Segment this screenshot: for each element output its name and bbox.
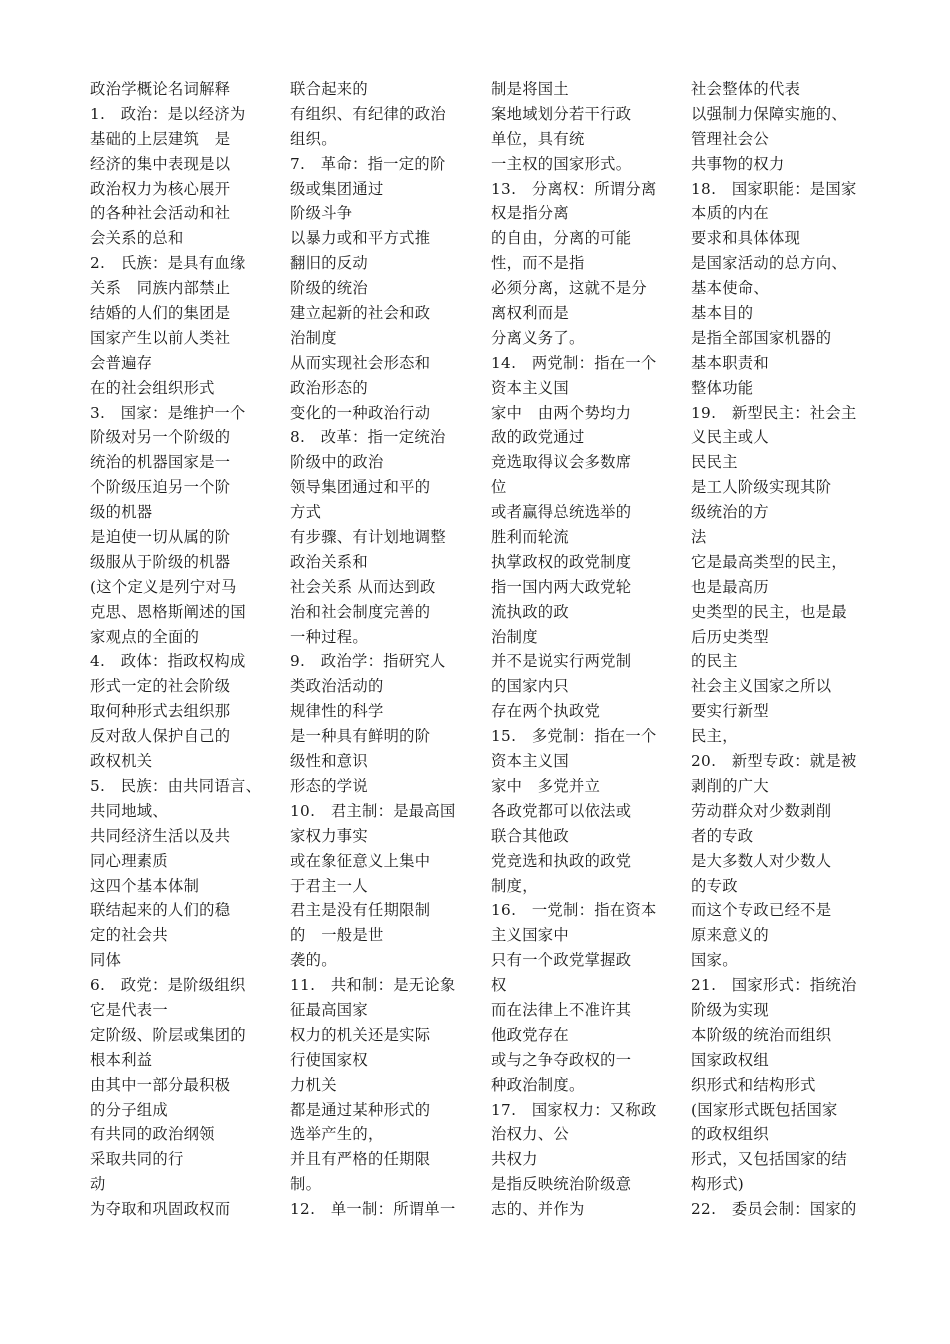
- text-line: 家中 多党并立: [491, 776, 601, 795]
- text-line: 它是代表一: [90, 1000, 168, 1019]
- text-line: 组织。: [290, 129, 337, 148]
- text-line: 阶级的统治: [290, 279, 368, 298]
- text-line: 会关系的总和: [90, 229, 184, 248]
- text-line: 是大多数人对少数人: [691, 851, 832, 870]
- text-line: 是迫使一切从属的阶: [90, 528, 231, 547]
- text-line: 他政党存在: [491, 1025, 569, 1044]
- text-line: 11. 共和制：是无论象: [290, 976, 456, 995]
- text-line: 构形式): [691, 1175, 745, 1194]
- text-line: 反对敌人保护自己的: [90, 727, 231, 746]
- text-line: 位: [491, 478, 507, 497]
- text-line: 要实行新型: [691, 702, 769, 721]
- text-line: 基本目的: [691, 304, 754, 323]
- text-line: 政治形态的: [290, 378, 368, 397]
- text-line: 阶级为实现: [691, 1000, 769, 1019]
- text-line: 或与之争夺政权的一: [491, 1050, 632, 1069]
- text-line: 采取共同的行: [90, 1150, 184, 1169]
- text-line: 由其中一部分最积极: [90, 1075, 231, 1094]
- text-line: 家权力事实: [290, 826, 368, 845]
- text-line: 整体功能: [691, 378, 754, 397]
- text-column-2: [290, 77, 468, 1222]
- text-line: 12. 单一制：所谓单一: [290, 1200, 456, 1219]
- text-line: 18. 国家职能：是国家: [691, 179, 857, 198]
- text-line: 君主是没有任期限制: [290, 901, 431, 920]
- text-line: 根本利益: [90, 1050, 153, 1069]
- text-line: 权: [491, 976, 507, 995]
- text-line: 有组织、有纪律的政治: [290, 104, 446, 123]
- text-line: 共权力: [491, 1150, 538, 1169]
- text-line: 也是最高历: [691, 577, 769, 596]
- text-line: 关系 同族内部禁止: [90, 279, 231, 298]
- text-line: 国家。: [691, 951, 738, 970]
- text-line: 20. 新型专政：就是被: [691, 752, 857, 771]
- text-line: 社会关系 从而达到政: [290, 577, 436, 596]
- text-line: 翻旧的反动: [290, 254, 368, 273]
- text-line: 的专政: [691, 876, 738, 895]
- text-line: 变化的一种政治行动: [290, 403, 431, 422]
- text-line: 治和社会制度完善的: [290, 602, 431, 621]
- text-line: 只有一个政党掌握政: [491, 951, 632, 970]
- text-line: 政治学概论名词解释: [90, 80, 231, 98]
- text-line: 动: [90, 1175, 106, 1194]
- text-line: 9. 政治学：指研究人: [290, 652, 446, 671]
- text-line: 是工人阶级实现其阶: [691, 478, 832, 497]
- text-line: 家中 由两个势均力: [491, 403, 632, 422]
- text-line: 而这个专政已经不是: [691, 901, 832, 920]
- text-line: 共事物的权力: [691, 154, 785, 173]
- text-line: 并且有严格的任期限: [290, 1150, 431, 1169]
- text-line: 法: [691, 528, 707, 547]
- text-line: 13. 分离权：所谓分离: [491, 179, 657, 198]
- text-line: 离权利而是: [491, 304, 569, 323]
- text-line: (这个定义是列宁对马: [90, 577, 237, 596]
- text-line: 经济的集中表现是以: [90, 154, 231, 173]
- text-line: 同体: [90, 951, 122, 970]
- text-line: 个阶级压迫另一个阶: [90, 478, 231, 497]
- text-line: 权力的机关还是实际: [290, 1025, 431, 1044]
- text-line: 联合起来的: [290, 80, 368, 98]
- text-line: 级统治的方: [691, 503, 769, 522]
- text-line: 的分子组成: [90, 1100, 168, 1119]
- text-line: 10. 君主制：是最高国: [290, 801, 456, 820]
- text-line: (国家形式既包括国家: [691, 1100, 838, 1119]
- text-line: 剥削的广大: [691, 776, 769, 795]
- text-line: 资本主义国: [491, 378, 569, 397]
- text-line: 21. 国家形式：指统治: [691, 976, 857, 995]
- text-line: 是指反映统治阶级意: [491, 1175, 632, 1194]
- text-line: 基本使命、: [691, 279, 769, 298]
- text-line: 的自由，分离的可能: [491, 229, 632, 248]
- text-line: 同心理素质: [90, 851, 168, 870]
- text-line: 义民主或人: [691, 428, 769, 447]
- text-line: 的国家内只: [491, 677, 569, 696]
- text-line: 规律性的科学: [290, 702, 384, 721]
- text-line: 的各种社会活动和社: [90, 204, 231, 223]
- text-line: 志的、并作为: [491, 1200, 585, 1219]
- text-line: 社会主义国家之所以: [691, 677, 832, 696]
- text-line: 14. 两党制：指在一个: [491, 353, 657, 372]
- text-line: 阶级斗争: [290, 204, 353, 223]
- text-line: 是国家活动的总方向、: [691, 254, 847, 273]
- text-line: 联合其他政: [491, 826, 569, 845]
- text-column-1: [90, 77, 268, 1222]
- text-line: 形式，又包括国家的结: [691, 1150, 847, 1169]
- text-line: 种政治制度。: [491, 1075, 585, 1094]
- text-line: 6. 政党：是阶级组织: [90, 976, 246, 995]
- text-line: 于君主一人: [290, 876, 368, 895]
- text-line: 类政治活动的: [290, 677, 384, 696]
- text-line: 2. 氏族：是具有血缘: [90, 254, 246, 273]
- text-line: 一种过程。: [290, 627, 368, 646]
- text-line: 行使国家权: [290, 1050, 368, 1069]
- text-line: 权是指分离: [491, 204, 569, 223]
- text-line: 的 一般是世: [290, 926, 384, 945]
- text-line: 治权力、公: [491, 1125, 569, 1144]
- text-line: 阶级对另一个阶级的: [90, 428, 231, 447]
- text-line: 案地域划分若干行政: [491, 104, 632, 123]
- text-line: 政治关系和: [290, 552, 368, 571]
- text-line: 者的专政: [691, 826, 754, 845]
- text-line: 在的社会组织形式: [90, 378, 215, 397]
- text-line: 领导集团通过和平的: [290, 478, 431, 497]
- text-line: 7. 革命：指一定的阶: [290, 154, 446, 173]
- text-line: 19. 新型民主：社会主: [691, 403, 857, 422]
- text-line: 级性和意识: [290, 752, 368, 771]
- text-line: 会普遍存: [90, 353, 153, 372]
- text-line: 而在法律上不准许其: [491, 1000, 632, 1019]
- text-line: 这四个基本体制: [90, 876, 200, 895]
- text-line: 有步骤、有计划地调整: [290, 528, 446, 547]
- text-line: 4. 政体：指政权构成: [90, 652, 246, 671]
- text-line: 有共同的政治纲领: [90, 1125, 215, 1144]
- text-line: 存在两个执政党: [491, 702, 601, 721]
- text-line: 史类型的民主，也是最: [691, 602, 847, 621]
- text-line: 结婚的人们的集团是: [90, 304, 231, 323]
- text-line: 形态的学说: [290, 776, 368, 795]
- text-line: 5. 民族：由共同语言、: [90, 776, 262, 795]
- text-line: 的政权组织: [691, 1125, 769, 1144]
- text-line: 联结起来的人们的稳: [90, 901, 231, 920]
- text-line: 基本职责和: [691, 353, 769, 372]
- text-line: 治制度: [290, 328, 337, 347]
- text-line: 1. 政治：是以经济为: [90, 104, 246, 123]
- text-line: 的民主: [691, 652, 738, 671]
- text-line: 征最高国家: [290, 1000, 368, 1019]
- text-line: 16. 一党制：指在资本: [491, 901, 657, 920]
- text-line: 国家产生以前人类社: [90, 328, 231, 347]
- text-line: 是一种具有鲜明的阶: [290, 727, 431, 746]
- text-line: 主义国家中: [491, 926, 569, 945]
- text-line: 制度，: [491, 876, 538, 895]
- text-line: 袭的。: [290, 951, 337, 970]
- text-line: 以暴力或和平方式推: [290, 229, 431, 248]
- text-line: 共同经济生活以及共: [90, 826, 231, 845]
- text-line: 政权机关: [90, 752, 153, 771]
- text-line: 民民主: [691, 453, 738, 472]
- text-line: 克思、恩格斯阐述的国: [90, 602, 246, 621]
- text-line: 必须分离，这就不是分: [491, 279, 647, 298]
- text-line: 单位，具有统: [491, 129, 585, 148]
- text-line: 分离义务了。: [491, 328, 585, 347]
- text-line: 为夺取和巩固政权而: [90, 1200, 231, 1219]
- text-line: 从而实现社会形态和: [290, 353, 431, 372]
- text-line: 治制度: [491, 627, 538, 646]
- text-line: 胜利而轮流: [491, 528, 569, 547]
- text-line: 它是最高类型的民主，: [691, 552, 847, 571]
- text-line: 选举产生的，: [290, 1125, 384, 1144]
- text-line: 都是通过某种形式的: [290, 1100, 431, 1119]
- text-line: 各政党都可以依法或: [491, 801, 632, 820]
- text-line: 制。: [290, 1175, 322, 1194]
- text-line: 社会整体的代表: [691, 80, 801, 98]
- text-line: 统治的机器国家是一: [90, 453, 231, 472]
- text-line: 敌的政党通过: [491, 428, 585, 447]
- text-line: 原来意义的: [691, 926, 769, 945]
- text-line: 要求和具体体现: [691, 229, 801, 248]
- text-line: 建立起新的社会和政: [290, 304, 431, 323]
- text-line: 力机关: [290, 1075, 337, 1094]
- text-line: 以强制力保障实施的、: [691, 104, 847, 123]
- text-line: 3. 国家：是维护一个: [90, 403, 246, 422]
- text-line: 国家政权组: [691, 1050, 769, 1069]
- text-line: 或在象征意义上集中: [290, 851, 431, 870]
- text-line: 方式: [290, 503, 322, 522]
- text-line: 劳动群众对少数剥削: [691, 801, 832, 820]
- text-line: 性，而不是指: [491, 254, 585, 273]
- text-line: 22. 委员会制：国家的: [691, 1200, 857, 1219]
- text-line: 一主权的国家形式。: [491, 154, 632, 173]
- text-line: 家观点的全面的: [90, 627, 200, 646]
- text-line: 本质的内在: [691, 204, 769, 223]
- text-line: 形式一定的社会阶级: [90, 677, 231, 696]
- text-line: 是指全部国家机器的: [691, 328, 832, 347]
- text-line: 阶级中的政治: [290, 453, 384, 472]
- text-line: 指一国内两大政党轮: [491, 577, 632, 596]
- text-line: 或者赢得总统选举的: [491, 503, 632, 522]
- text-line: 流执政的政: [491, 602, 569, 621]
- text-line: 级的机器: [90, 503, 153, 522]
- text-line: 后历史类型: [691, 627, 769, 646]
- text-line: 17. 国家权力：又称政: [491, 1100, 657, 1119]
- text-line: 取何种形式去组织那: [90, 702, 231, 721]
- text-line: 执掌政权的政党制度: [491, 552, 632, 571]
- text-column-4: [691, 77, 869, 1222]
- text-line: 竞选取得议会多数席: [491, 453, 632, 472]
- text-line: 定阶级、阶层或集团的: [90, 1025, 246, 1044]
- text-line: 并不是说实行两党制: [491, 652, 632, 671]
- text-line: 基础的上层建筑 是: [90, 129, 231, 148]
- text-line: 民主，: [691, 727, 738, 746]
- text-line: 织形式和结构形式: [691, 1075, 816, 1094]
- text-line: 级服从于阶级的机器: [90, 552, 231, 571]
- text-line: 资本主义国: [491, 752, 569, 771]
- text-line: 管理社会公: [691, 129, 769, 148]
- text-line: 本阶级的统治而组织: [691, 1025, 832, 1044]
- text-line: 15. 多党制：指在一个: [491, 727, 657, 746]
- text-line: 8. 改革：指一定统治: [290, 428, 446, 447]
- text-line: 政治权力为核心展开: [90, 179, 231, 198]
- text-line: 级或集团通过: [290, 179, 384, 198]
- text-line: 党竞选和执政的政党: [491, 851, 632, 870]
- text-column-3: [491, 77, 669, 1222]
- text-line: 制是将国土: [491, 80, 569, 98]
- text-line: 共同地域、: [90, 801, 168, 820]
- text-line: 定的社会共: [90, 926, 168, 945]
